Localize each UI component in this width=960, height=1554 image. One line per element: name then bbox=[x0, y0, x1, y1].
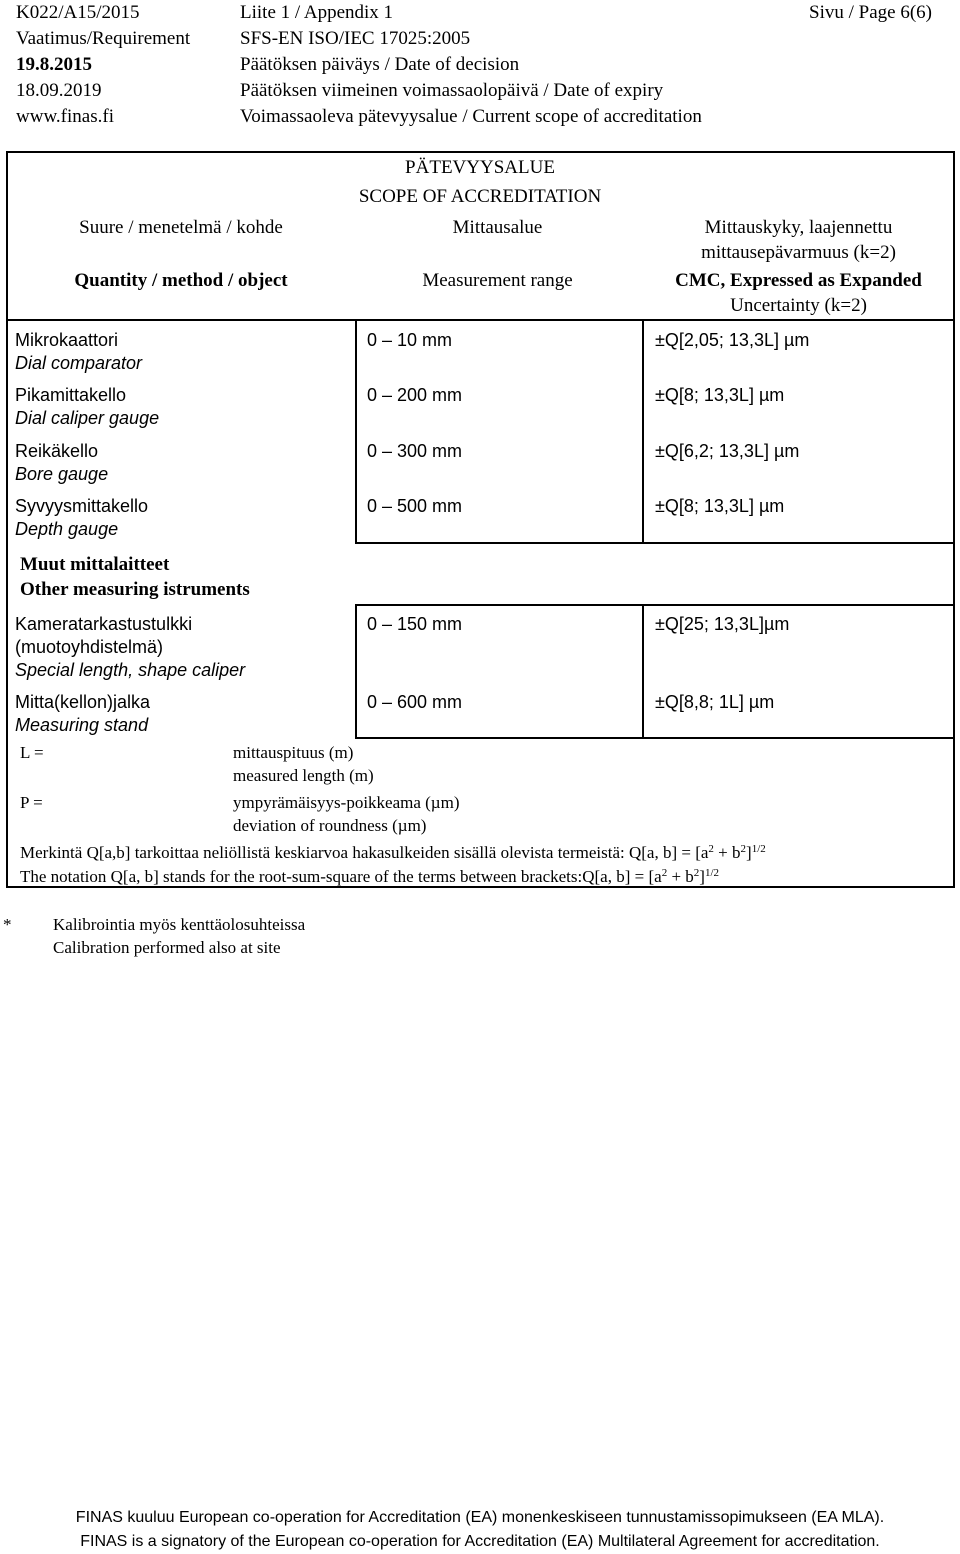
section-title-fi: Muut mittalaitteet bbox=[20, 554, 170, 575]
row-1-en: Dial comparator bbox=[15, 353, 143, 373]
row-5-fi-2: (muotoyhdistelmä) bbox=[15, 637, 164, 657]
row-4-range: 0 – 500 mm bbox=[367, 496, 463, 516]
row-2-cmc: ±Q[8; 13,3L] µm bbox=[655, 385, 785, 405]
appendix-label: Liite 1 / Appendix 1 bbox=[240, 2, 394, 23]
col3-header-fi-1: Mittauskyky, laajennettu bbox=[704, 217, 893, 238]
row-2-range: 0 – 200 mm bbox=[367, 385, 463, 405]
col2-header-en: Measurement range bbox=[422, 270, 573, 291]
col1-header-fi: Suure / menetelmä / kohde bbox=[79, 217, 283, 238]
col3-header-en-1: CMC, Expressed as Expanded bbox=[675, 270, 922, 291]
row-3-range: 0 – 300 mm bbox=[367, 441, 463, 461]
row-3-en: Bore gauge bbox=[15, 464, 109, 484]
row-3-fi: Reikäkello bbox=[15, 441, 99, 461]
header-divider bbox=[6, 319, 955, 321]
legend-p-symbol: P = bbox=[20, 793, 43, 812]
legend-l-fi: mittauspituus (m) bbox=[233, 743, 354, 762]
col1-header-en: Quantity / method / object bbox=[74, 270, 288, 291]
column-divider-4 bbox=[642, 604, 644, 739]
row-4-fi: Syvyysmittakello bbox=[15, 496, 149, 516]
row-1-fi: Mikrokaattori bbox=[15, 330, 119, 350]
footnote-en: Calibration performed also at site bbox=[53, 938, 281, 957]
header-middle bbox=[240, 0, 702, 130]
row-2-fi: Pikamittakello bbox=[15, 385, 127, 405]
column-divider-1 bbox=[355, 319, 357, 544]
section-bottom-line bbox=[355, 604, 955, 606]
expiry-label: Päätöksen viimeinen voimassaolopäivä / Date of expiry bbox=[240, 80, 664, 101]
decision-label: Päätöksen päiväys / Date of decision bbox=[240, 54, 520, 75]
table-title-fi: PÄTEVYYSALUE bbox=[405, 157, 555, 178]
row-5-en: Special length, shape caliper bbox=[15, 660, 246, 680]
col3-header-en-2: Uncertainty (k=2) bbox=[730, 295, 867, 316]
notation-en: The notation Q[a, b] stands for the root-sum-square of the terms between brackets:Q[a, $b] = [a^2 + b^2]^{1/2}$ bbox=[20, 867, 720, 886]
footer-fi: FINAS kuuluu European co-operation for Accreditation (EA) monenkeskiseen tunnustamissopimukseen (EA MLA). bbox=[75, 1509, 885, 1526]
standard-label: SFS-EN ISO/IEC 17025:2005 bbox=[240, 28, 471, 49]
col3-header-fi-2: mittausepävarmuus (k=2) bbox=[701, 242, 896, 263]
row-6-cmc: ±Q[8,8; 1L] µm bbox=[655, 692, 775, 712]
header-left bbox=[16, 0, 190, 130]
legend-l-symbol: L = bbox=[20, 743, 44, 762]
footnote-fi: Kalibrointia myös kenttäolosuhteissa bbox=[53, 915, 306, 934]
row-5-fi-1: Kameratarkastustulkki bbox=[15, 614, 193, 634]
website: www.finas.fi bbox=[16, 106, 114, 127]
doc-id: K022/A15/2015 bbox=[16, 2, 140, 23]
decision-date: 19.8.2015 bbox=[16, 54, 92, 75]
row-1-range: 0 – 10 mm bbox=[367, 330, 453, 350]
section-title-en: Other measuring istruments bbox=[20, 579, 250, 600]
col2-header-fi: Mittausalue bbox=[452, 217, 543, 238]
row-4-cmc: ±Q[8; 13,3L] µm bbox=[655, 496, 785, 516]
row-5-cmc: ±Q[25; 13,3L]µm bbox=[655, 614, 790, 634]
rows-bottom-line bbox=[355, 737, 955, 739]
section-top-line bbox=[355, 542, 955, 544]
scope-label: Voimassaoleva pätevyysalue / Current scope of accreditation bbox=[240, 106, 702, 127]
notation-fi: Merkintä Q[a,b] tarkoittaa neliöllistä keskiarvoa hakasulkeiden sisällä olevista termeistä: Q[a, $b] = [a^2 + b^2]^{1/2}$ bbox=[20, 843, 766, 862]
legend-l-en: measured length (m) bbox=[233, 766, 374, 785]
row-5-range: 0 – 150 mm bbox=[367, 614, 463, 634]
row-6-range: 0 – 600 mm bbox=[367, 692, 463, 712]
row-6-en: Measuring stand bbox=[15, 715, 149, 735]
header-right bbox=[809, 0, 932, 26]
legend-p-en: deviation of roundness (µm) bbox=[233, 816, 427, 835]
column-divider-2 bbox=[642, 319, 644, 544]
requirement-label: Vaatimus/Requirement bbox=[16, 28, 191, 49]
row-2-en: Dial caliper gauge bbox=[15, 408, 160, 428]
footnote-star: * bbox=[3, 915, 12, 934]
table-title-en: SCOPE OF ACCREDITATION bbox=[358, 186, 602, 207]
row-3-cmc: ±Q[6,2; 13,3L] µm bbox=[655, 441, 800, 461]
legend-p-fi: ympyrämäisyys-poikkeama (µm) bbox=[233, 793, 460, 812]
row-6-fi: Mitta(kellon)jalka bbox=[15, 692, 151, 712]
page-number: Sivu / Page 6(6) bbox=[809, 2, 932, 23]
footer-en: FINAS is a signatory of the European co-operation for Accreditation (EA) Multilateral Agreement for accreditation. bbox=[80, 1533, 880, 1550]
row-4-en: Depth gauge bbox=[15, 519, 119, 539]
column-divider-3 bbox=[355, 604, 357, 739]
expiry-date: 18.09.2019 bbox=[16, 80, 102, 101]
row-1-cmc: ±Q[2,05; 13,3L] µm bbox=[655, 330, 810, 350]
